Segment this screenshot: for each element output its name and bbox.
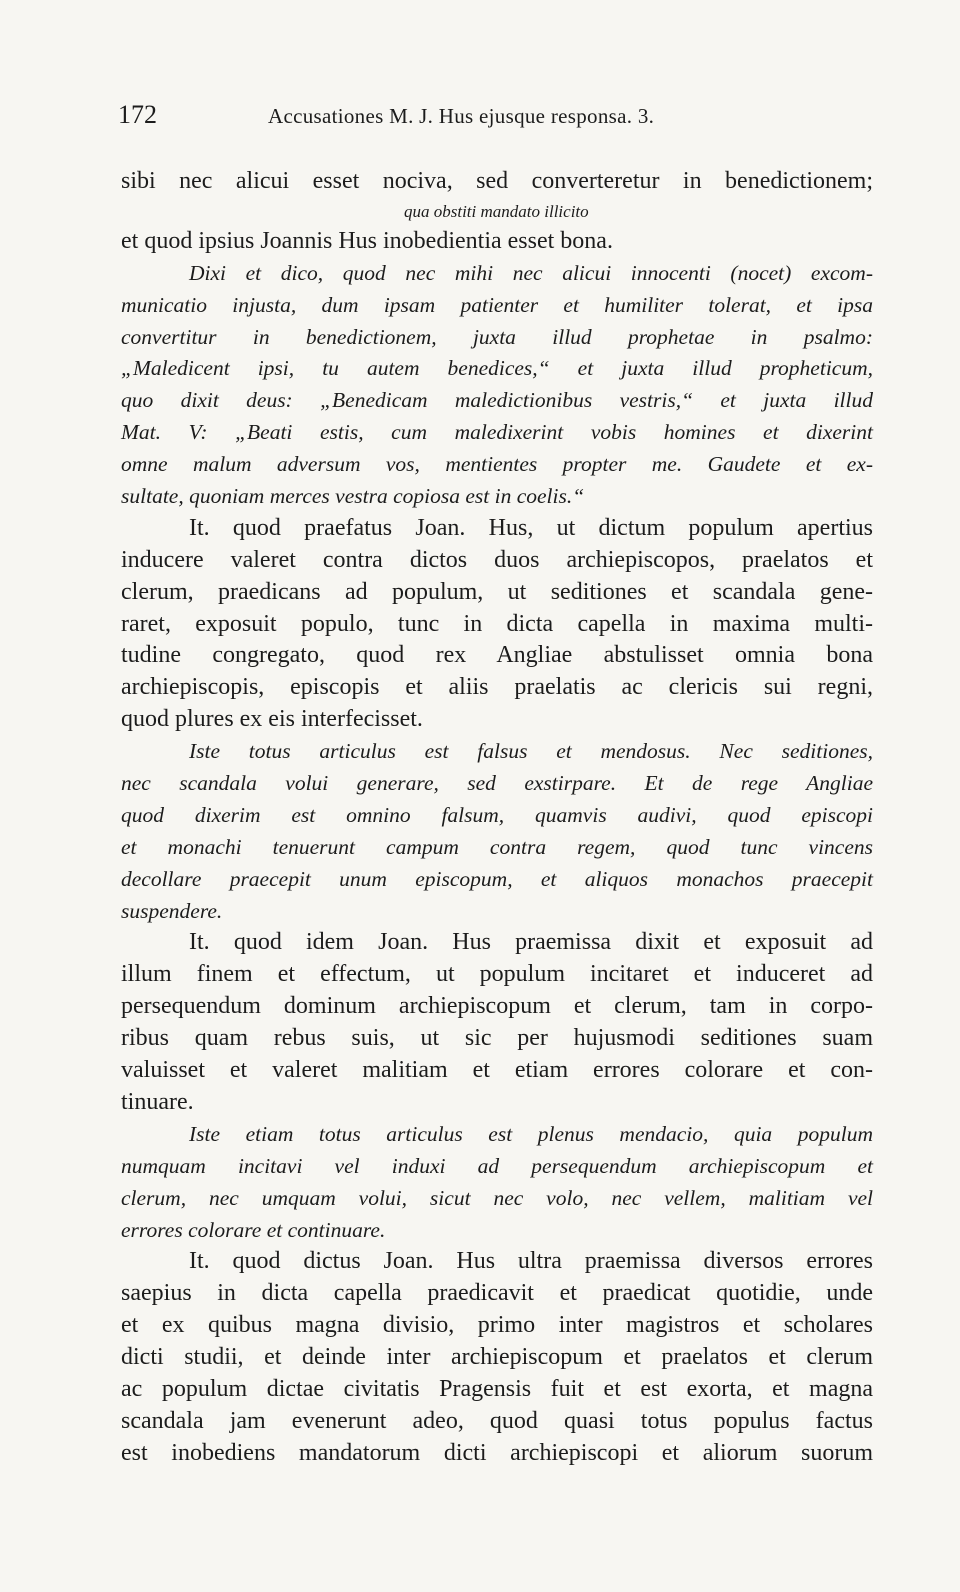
- accusation-line: saepius in dicta capella praedicavit et praedicat quotidie, unde: [121, 1280, 873, 1307]
- accusation-line: et ex quibus magna divisio, primo inter magistros et scholares: [121, 1312, 873, 1339]
- accusation-line: ribus quam rebus suis, ut sic per hujusmodi seditiones suam: [121, 1025, 873, 1052]
- accusation-line: It. quod idem Joan. Hus praemissa dixit et exposuit ad: [189, 929, 873, 956]
- response-line: Iste etiam totus articulus est plenus mendacio, quia populum: [189, 1121, 873, 1146]
- response-line: suspendere.: [121, 898, 223, 923]
- accusation-line: ac populum dictae civitatis Pragensis fuit et est exorta, et magna: [121, 1375, 873, 1402]
- response-line: decollare praecepit unum episcopum, et aliquos monachos praecepit: [121, 866, 873, 891]
- accusation-line: tudine congregato, quod rex Angliae abstulisset omnia bona: [121, 642, 873, 669]
- accusation-line: clerum, praedicans ad populum, ut seditiones et scandala gene-: [121, 578, 873, 605]
- response-line: Dixi et dico, quod nec mihi nec alicui innocenti (nocet) excom-: [189, 260, 873, 285]
- running-head: Accusationes M. J. Hus ejusque responsa. 3.: [268, 104, 655, 128]
- accusation-line: raret, exposuit populo, tunc in dicta capella in maxima multi-: [121, 610, 873, 637]
- accusation-line: archiepiscopis, episcopis et aliis praelatis ac clericis sui regni,: [121, 674, 873, 701]
- accusation-line: It. quod praefatus Joan. Hus, ut dictum populum apertius: [189, 514, 873, 541]
- response-line: Iste totus articulus est falsus et mendosus. Nec seditiones,: [189, 739, 873, 764]
- response-line: et monachi tenuerunt campum contra regem, quod tunc vincens: [121, 834, 873, 859]
- page-number: 172: [118, 100, 157, 129]
- accusation-line: scandala jam evenerunt adeo, quod quasi totus populus factus: [121, 1407, 873, 1434]
- accusation-line: It. quod dictus Joan. Hus ultra praemissa diversos errores: [189, 1248, 873, 1275]
- accusation-line: tinuare.: [121, 1088, 194, 1115]
- accusation-line: est inobediens mandatorum dicti archiepiscopi et aliorum suorum: [121, 1439, 873, 1466]
- response-line: sultate, quoniam merces vestra copiosa est in coelis.“: [121, 484, 585, 509]
- response-line: nec scandala volui generare, sed exstirpare. Et de rege Angliae: [121, 771, 873, 796]
- response-line: convertitur in benedictionem, juxta illud prophetae in psalmo:: [121, 324, 873, 349]
- response-line: quo dixit deus: „Benedicam maledictionibus vestris,“ et juxta illud: [121, 388, 873, 413]
- response-line: omne malum adversum vos, mentientes propter me. Gaudete et ex-: [121, 452, 873, 477]
- response-line: errores colorare et continuare.: [121, 1217, 386, 1242]
- body-text: [121, 166, 873, 1470]
- interlinear-gloss: qua obstiti mandato illicito: [404, 201, 589, 221]
- response-line: municatio injusta, dum ipsam patienter et humiliter tolerat, et ipsa: [121, 292, 873, 317]
- accusation-line: dicti studii, et deinde inter archiepiscopum et praelatos et clerum: [121, 1344, 873, 1371]
- response-line: numquam incitavi vel induxi ad persequendum archiepiscopum et: [121, 1153, 873, 1178]
- response-line: „Maledicent ipsi, tu autem benedices,“ et juxta illud propheticum,: [121, 356, 873, 381]
- accusation-line: et quod ipsius Joannis Hus inobedientia esset bona.: [121, 227, 613, 254]
- response-line: Mat. V: „Beati estis, cum maledixerint vobis homines et dixerint: [121, 420, 873, 445]
- page-header: [118, 100, 878, 134]
- accusation-line: quod plures ex eis interfecisset.: [121, 706, 423, 733]
- accusation-line: inducere valeret contra dictos duos archiepiscopos, praelatos et: [121, 546, 873, 573]
- accusation-line: sibi nec alicui esset nociva, sed converteretur in benedictionem;: [121, 168, 873, 194]
- response-line: quod dixerim est omnino falsum, quamvis audivi, quod episcopi: [121, 802, 873, 827]
- accusation-line: persequendum dominum archiepiscopum et clerum, tam in corpo-: [121, 993, 873, 1020]
- accusation-line: illum finem et effectum, ut populum incitaret et induceret ad: [121, 961, 873, 988]
- response-line: clerum, nec umquam volui, sicut nec volo, nec vellem, malitiam vel: [121, 1185, 873, 1210]
- accusation-line: valuisset et valeret malitiam et etiam errores colorare et con-: [121, 1057, 873, 1084]
